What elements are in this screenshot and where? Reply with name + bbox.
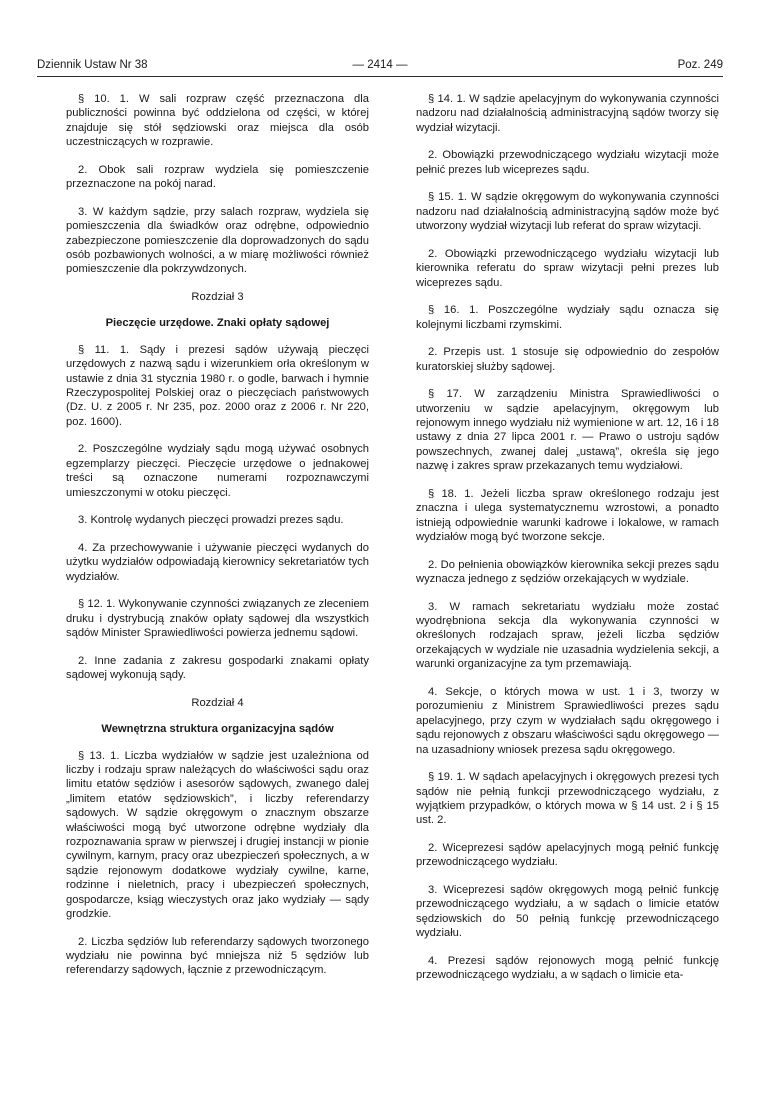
chapter-3-title: Pieczęcie urzędowe. Znaki opłaty sądowej <box>105 317 330 330</box>
paragraph-14-1: § 14. 1. W sądzie apelacyjnym do wykonywania czynności nadzoru nad działalnością administracyjną sądów tworzy się wydział wizytacji. <box>416 93 719 134</box>
paragraph-12-2: 2. Inne zadania z zakresu gospodarki znakami opłaty sądowej wykonują sądy. <box>66 654 369 682</box>
paragraph-11-4: 4. Za przechowywanie i używanie pieczęci wydanych do użytku wydziałów odpowiadają kierownicy sekretariatów tych wydziałów. <box>66 541 369 583</box>
left-column <box>66 92 369 991</box>
running-header <box>37 56 723 74</box>
paragraph-12-1: § 12. 1. Wykonywanie czynności związanych ze zleceniem druku i dystrybucją znaków opłaty sądowej dla wszystkich sądów Minister Sprawiedliwości powierza jednemu sądowi. <box>66 598 369 640</box>
paragraph-10-1: § 10. 1. W sali rozpraw część przeznaczona dla publiczności powinna być oddzielona od części, w której znajduje się stół sędziowski oraz miejsca dla osób uczestniczących w rozprawie. <box>66 93 369 149</box>
paragraph-11-3: 3. Kontrolę wydanych pieczęci prowadzi prezes sądu. <box>78 514 344 527</box>
paragraph-18-3: 3. W ramach sekretariatu wydziału może zostać wyodrębniona sekcja dla wykonywania czynności w określonych rodzajach spraw, jeżeli liczba sędziów orzekających w wydziale nie uzasadnia wydzielenia sekcji, a warunki organizacyjne za tym przemawiają. <box>416 600 719 671</box>
chapter-4-label: Rozdział 4 <box>191 696 244 709</box>
page-number: — 2414 — <box>352 59 408 71</box>
paragraph-18-2: 2. Do pełnienia obowiązków kierownika sekcji prezes sądu wyznacza jednego z sędziów orzekających w wydziale. <box>416 558 719 586</box>
paragraph-10-3: 3. W każdym sądzie, przy salach rozpraw, wydziela się pomieszczenia dla świadków oraz odrębne, odpowiednio zabezpieczone pomieszczenie dla doprowadzonych do sądu osób pozbawionych wolności, a w miarę możliwości również pomieszczenie dla pokrzywdzonych. <box>66 205 369 276</box>
paragraph-11-1: § 11. 1. Sądy i prezesi sądów używają pieczęci urzędowych z nazwą sądu i wizerunkiem orła określonym w ustawie z dnia 31 stycznia 1980 r. o godle, barwach i hymnie Rzeczypospolitej Polskiej oraz o pieczęciach państwowych (Dz. U. z 2005 r. Nr 235, poz. 2000 oraz z 2006 r. Nr 220, poz. 1600). <box>66 343 369 428</box>
chapter-4-title: Wewnętrzna struktura organizacyjna sądów <box>101 723 334 736</box>
paragraph-11-2: 2. Poszczególne wydziały sądu mogą używać osobnych egzemplarzy pieczęci. Pieczęcie urzędowe o jednakowej treści są oznaczone numerami rozpoznawczymi umieszczonymi w otoku pieczęci. <box>66 443 369 499</box>
paragraph-13-1: § 13. 1. Liczba wydziałów w sądzie jest uzależniona od liczby i rodzaju spraw należących do właściwości sądu oraz limitu etatów sędziów i asesorów sądowych, zwanego dalej „limitem etatów sędziowskich”, i liczby referendarzy sądowych. W sądzie okręgowym o znacznym obszarze właściwości mogą być utworzone odrębne wydziały dla rozpoznawania spraw w pierwszej i drugiej instancji w pionie cywilnym, karnym, pracy oraz ubezpieczeń społecznych, a w sądzie rejonowym dodatkowe wydziały cywilne, karne, rodzinne i nieletnich, pracy i ubezpieczeń społecznych, gospodarcze, ksiąg wieczystych oraz jako wydziały — sądy grodzkie. <box>66 749 369 920</box>
paragraph-17: § 17. W zarządzeniu Ministra Sprawiedliwości o utworzeniu w sądzie apelacyjnym, okręgowym lub rejonowym innego wydziału niż wymienione w art. 12, 16 i 18 ustawy z dnia 27 lipca 2001 r. — Prawo o ustroju sądów powszechnych, zwanej dalej „ustawą”, określa się jego nazwę i zakres spraw przekazanych temu wydziałowi. <box>416 388 719 473</box>
paragraph-18-4: 4. Sekcje, o których mowa w ust. 1 i 3, tworzy w porozumieniu z Ministrem Sprawiedliwości prezes sądu apelacyjnego, przy czym w wydziałach sądu okręgowego i sądu rejonowych z obszaru właściwości sądu okręgowego — na uzasadniony wniosek prezesa sądu okręgowego. <box>416 685 719 756</box>
paragraph-15-2: 2. Obowiązki przewodniczącego wydziału wizytacji lub kierownika referatu do spraw wizytacji pełni prezes lub wiceprezes sądu. <box>416 247 719 289</box>
paragraph-16-2: 2. Przepis ust. 1 stosuje się odpowiednio do zespołów kuratorskiej służby sądowej. <box>416 346 719 373</box>
paragraph-14-2: 2. Obowiązki przewodniczącego wydziału wizytacji może pełnić prezes lub wiceprezes sądu. <box>416 149 719 176</box>
paragraph-19-2: 2. Wiceprezesi sądów apelacyjnych mogą pełnić funkcję przewodniczącego wydziału. <box>416 841 719 869</box>
paragraph-15-1: § 15. 1. W sądzie okręgowym do wykonywania czynności nadzoru nad działalnością administracyjną sądów może być utworzony wydział wizytacji lub referat do spraw wizytacji. <box>416 191 719 233</box>
header-rule <box>37 76 723 77</box>
paragraph-19-1: § 19. 1. W sądach apelacyjnych i okręgowych prezesi tych sądów nie pełnią funkcji przewodniczącego wydziału, z wyjątkiem przypadków, o których mowa w § 14 ust. 2 i § 15 ust. 2. <box>416 771 719 827</box>
right-column <box>416 92 719 996</box>
paragraph-13-2: 2. Liczba sędziów lub referendarzy sądowych tworzonego wydziału nie powinna być mniejsza niż 5 sędziów lub referendarzy sądowych, łącznie z przewodniczącym. <box>66 935 369 977</box>
paragraph-18-1: § 18. 1. Jeżeli liczba spraw określonego rodzaju jest znaczna i ulega systematycznemu wzrostowi, a ponadto istnieją odpowiednie warunki kadrowe i lokalowe, w ramach wydziałów mogą być tworzone sekcje. <box>416 487 719 544</box>
paragraph-10-2: 2. Obok sali rozpraw wydziela się pomieszczenie przeznaczone na pokój narad. <box>66 163 369 191</box>
chapter-3-label: Rozdział 3 <box>191 291 244 304</box>
position-number: Poz. 249 <box>677 59 723 71</box>
paragraph-16-1: § 16. 1. Poszczególne wydziały sądu oznacza się kolejnymi liczbami rzymskimi. <box>416 304 719 331</box>
journal-title: Dziennik Ustaw Nr 38 <box>37 59 148 71</box>
paragraph-19-3: 3. Wiceprezesi sądów okręgowych mogą pełnić funkcję przewodniczącego wydziału, a w sądach o limicie etatów sędziowskich do 50 pełnią funkcję przewodniczącego wydziału. <box>416 883 719 940</box>
paragraph-19-4: 4. Prezesi sądów rejonowych mogą pełnić funkcję przewodniczącego wydziału, a w sądach o limicie eta- <box>416 954 719 982</box>
